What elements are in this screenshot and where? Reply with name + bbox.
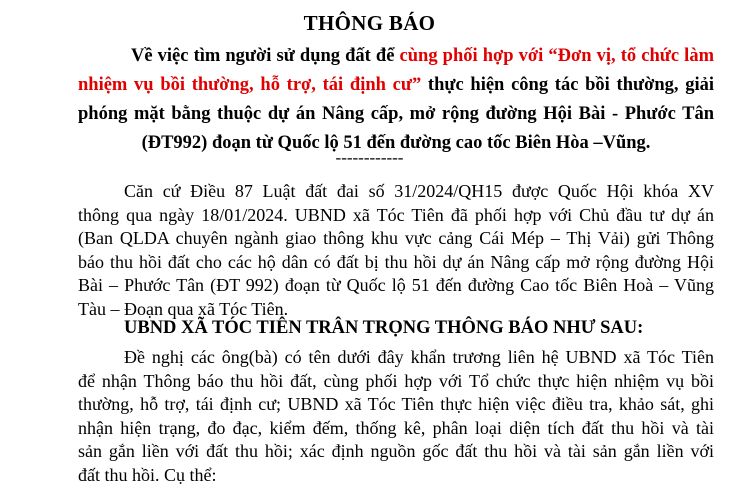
paragraph-line: sản gắn liền với đất thu hồi; xác định nguồn gốc đất thu hồi và tài sản gắn liền với	[78, 441, 714, 461]
paragraph-line: Tàu – Đoạn qua xã Tóc Tiên.	[78, 298, 289, 319]
subject-highlight: cùng phối hợp với “Đơn vị, tổ chức làm	[399, 46, 714, 66]
paragraph-legal-basis	[78, 180, 714, 321]
paragraph-line: đất thu hồi. Cụ thể:	[78, 464, 217, 485]
paragraph-request	[78, 346, 714, 487]
subject-text: thực hiện công tác bồi thường, giải	[421, 75, 714, 95]
subject-line-4: (ĐT992) đoạn từ Quốc lộ 51 đến đường cao tốc Biên Hòa –Vũng.	[141, 133, 651, 153]
document-title: THÔNG BÁO	[303, 11, 436, 35]
subject-line-3: phóng mặt bằng thuộc dự án Nâng cấp, mở rộng đường Hội Bài - Phước Tân	[78, 104, 714, 124]
subject-text: Về việc tìm người sử dụng đất để	[131, 46, 400, 66]
section-heading: UBND XÃ TÓC TIÊN TRÂN TRỌNG THÔNG BÁO NHƯ SAU:	[124, 318, 644, 338]
paragraph-line: thông qua ngày 18/01/2024. UBND xã Tóc Tiên đã phối hợp với Chủ đầu tư dự án	[78, 204, 714, 225]
paragraph-line: thường, hỗ trợ, tái định cư; UBND xã Tóc Tiên thực hiện việc điều tra, khảo sát, ghi	[78, 394, 714, 414]
document-subject	[78, 42, 714, 158]
subject-highlight: nhiệm vụ bồi thường, hỗ trợ, tái định cư”	[78, 75, 422, 95]
paragraph-line: nhận hiện trạng, đo đạc, kiểm đếm, thống kê, phân loại diện tích đất thu hồi và tài	[78, 417, 714, 438]
paragraph-line: (Ban QLDA chuyên ngành giao thông khu vực cảng Cái Mép – Thị Vải) gửi Thông	[78, 228, 714, 248]
paragraph-line: báo thu hồi đất cho các hộ dân có đất bị thu hồi dự án Nâng cấp mở rộng đường Hội	[78, 251, 714, 272]
separator: ------------	[335, 148, 404, 167]
paragraph-line: Đề nghị các ông(bà) có tên dưới đây khẩn trương liên hệ UBND xã Tóc Tiên	[124, 347, 714, 367]
subject-line-2	[78, 71, 714, 100]
paragraph-line: để nhận Thông báo thu hồi đất, cùng phối hợp với Tổ chức thực hiện nhiệm vụ bồi	[78, 370, 714, 391]
paragraph-line: Căn cứ Điều 87 Luật đất đai số 31/2024/QH15 được Quốc Hội khóa XV	[124, 181, 714, 201]
paragraph-line: Bài – Phước Tân (ĐT 992) đoạn từ Quốc lộ 51 đến đường Cao tốc Biên Hoà – Vũng	[78, 275, 714, 295]
subject-line-1	[78, 42, 714, 71]
